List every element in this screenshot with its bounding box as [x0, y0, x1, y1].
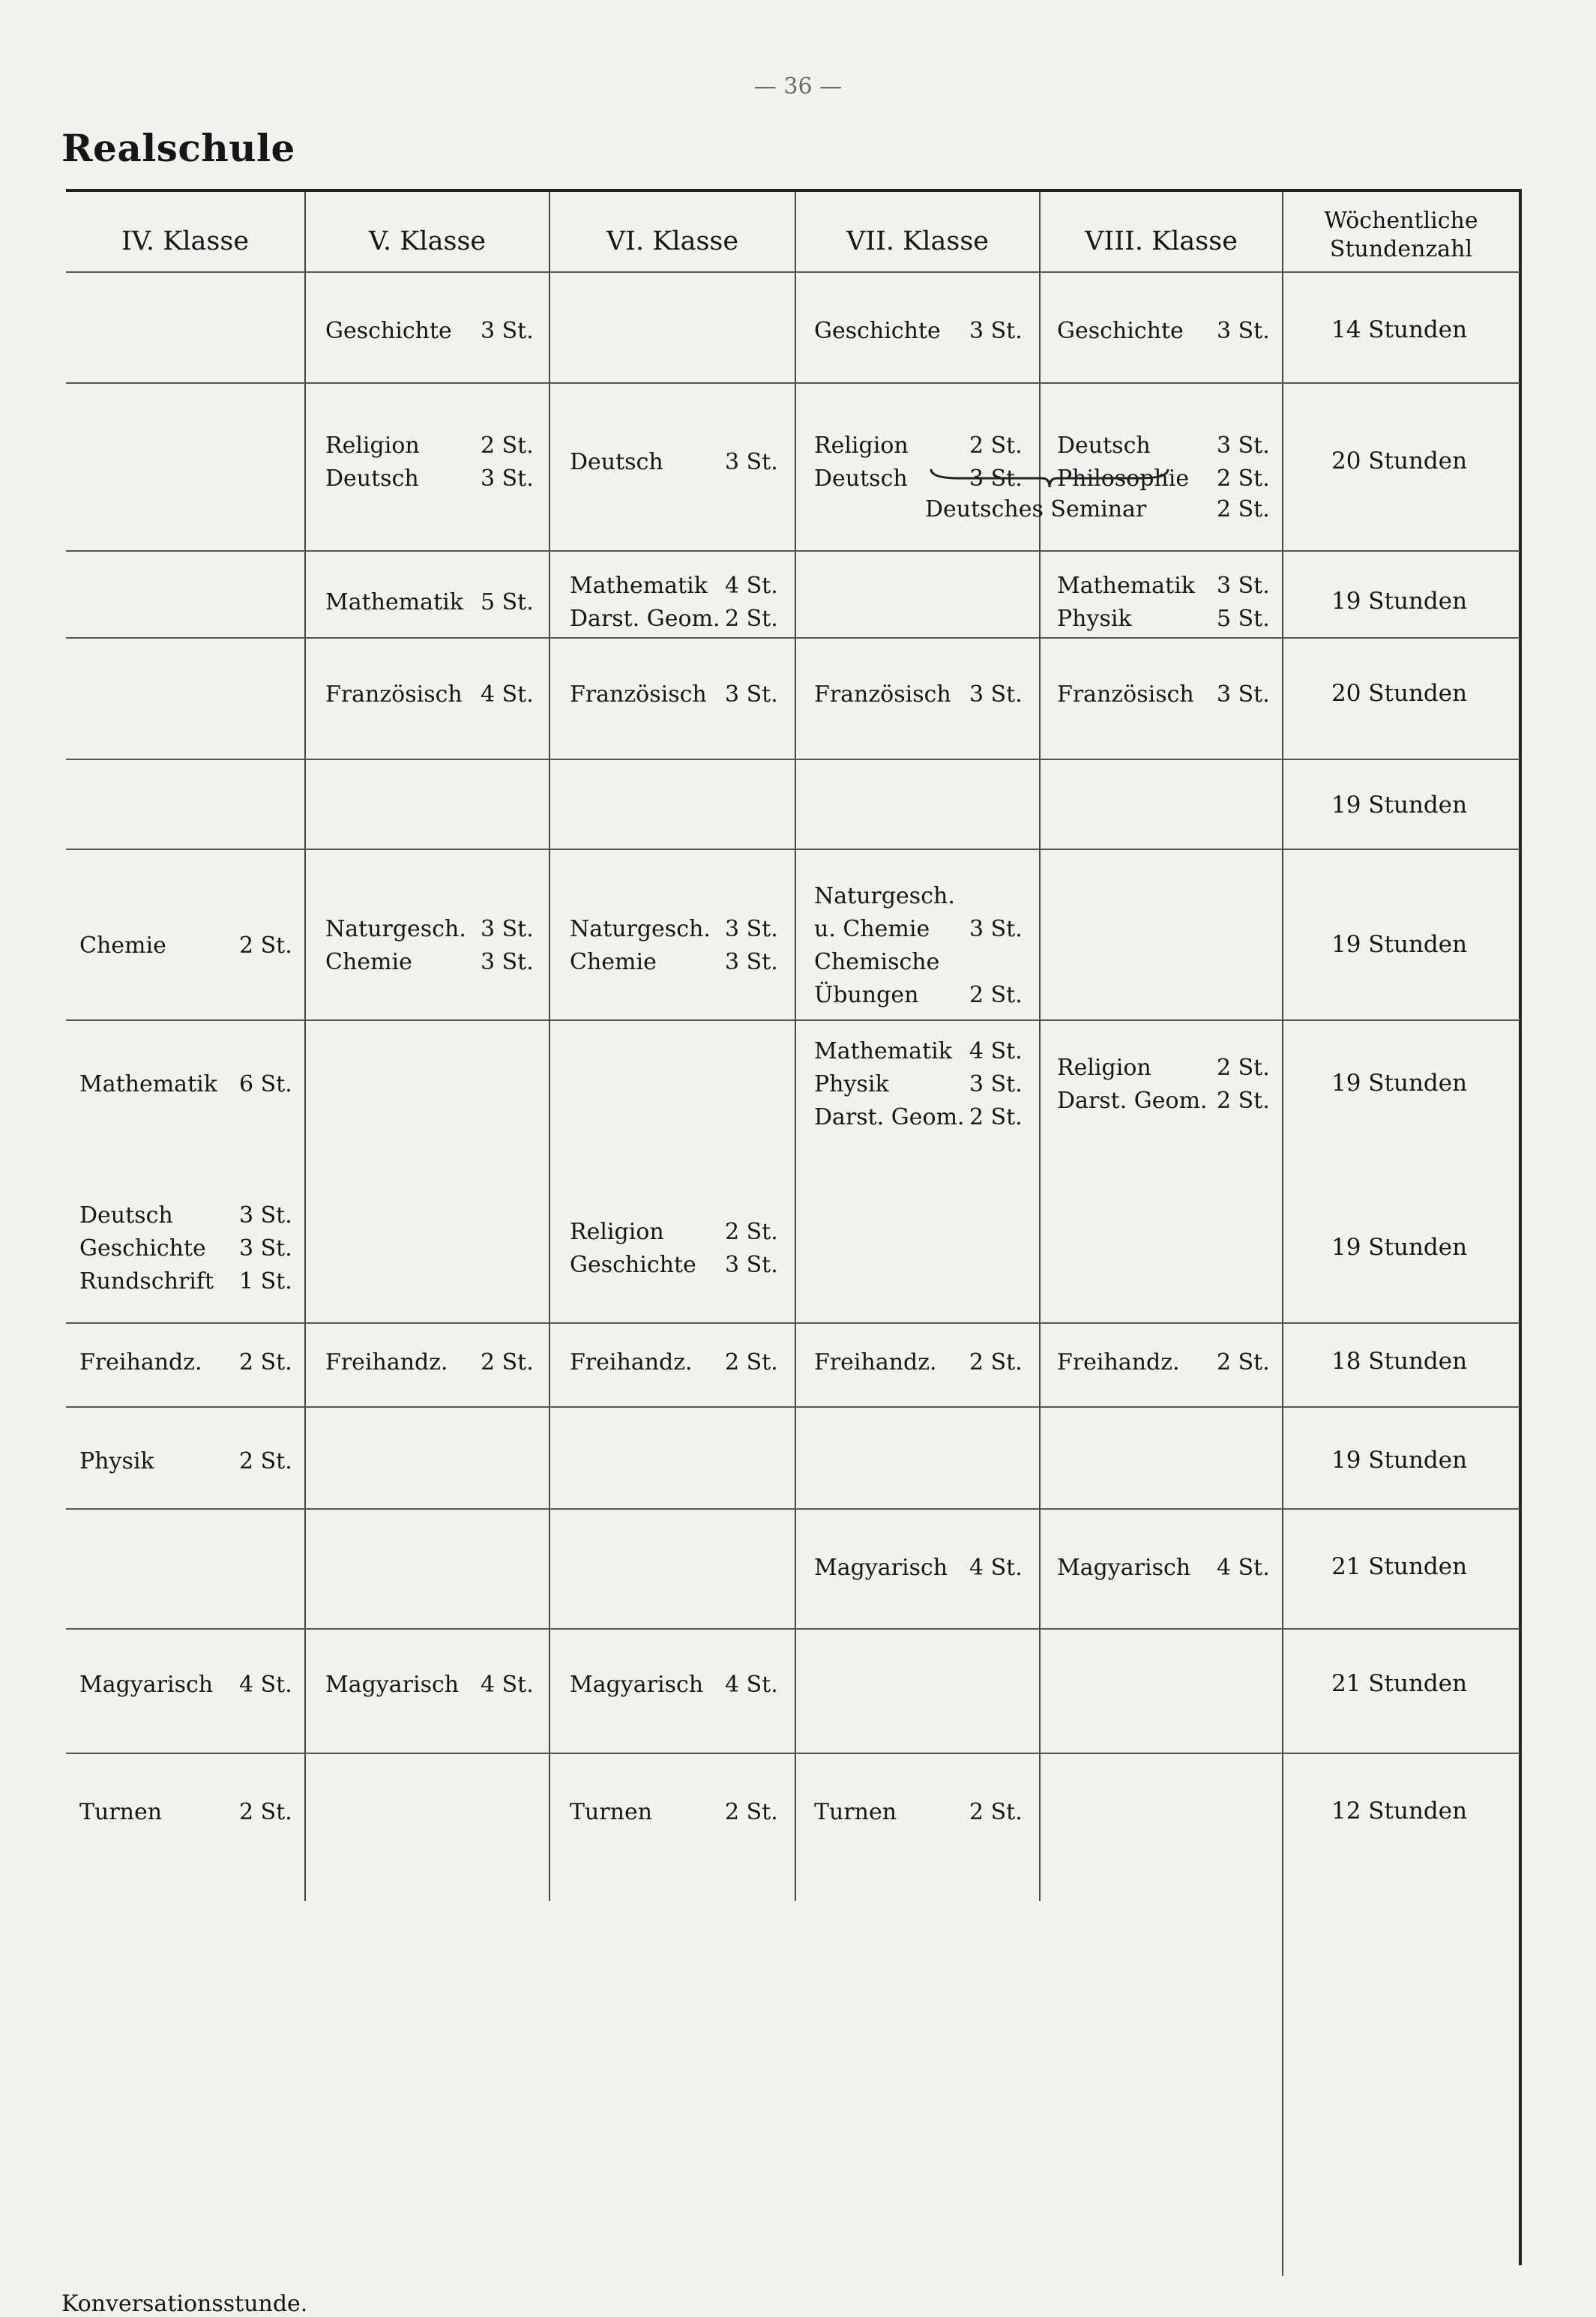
subject-name: Freihandz. [79, 1349, 202, 1376]
subject-name: Mathematik [325, 589, 463, 615]
row-divider [66, 637, 1520, 639]
subject-hours: 4 St. [725, 1672, 778, 1698]
seminar-brace [930, 468, 1169, 489]
total-header-line: Stundenzahl [1329, 236, 1473, 262]
column-header-viii: VIII. Klasse [1085, 226, 1238, 256]
footer-note: Konversationsstunde. [61, 2291, 308, 2317]
subject-name: Religion [1057, 1055, 1151, 1081]
subject-name: Mathematik [814, 1038, 952, 1064]
subject-hours: 3 St. [969, 1071, 1023, 1097]
weekly-total: 19 Stunden [1331, 1234, 1468, 1261]
weekly-total: 21 Stunden [1331, 1553, 1468, 1580]
subject-name: Physik [814, 1071, 889, 1097]
weekly-total: 19 Stunden [1331, 1070, 1468, 1097]
subject-name: Religion [814, 433, 909, 459]
subject-hours: 3 St. [725, 1252, 778, 1278]
page-title: Realschule [61, 126, 295, 170]
subject-hours: 2 St. [481, 433, 534, 459]
column-divider [795, 192, 796, 1901]
row-divider [66, 1019, 1520, 1021]
subject-hours: 2 St. [725, 1219, 778, 1245]
subject-hours: 3 St. [1217, 681, 1270, 708]
subject-hours: 4 St. [725, 573, 778, 599]
subject-name: Französisch [1057, 681, 1194, 708]
seminar-hours: 2 St. [1217, 496, 1270, 522]
weekly-total: 20 Stunden [1331, 680, 1468, 707]
weekly-total: 12 Stunden [1331, 1798, 1468, 1825]
subject-hours: 2 St. [239, 932, 292, 959]
subject-hours: 2 St. [969, 1349, 1023, 1376]
subject-name: Chemie [570, 949, 657, 975]
subject-name: Darst. Geom. [570, 606, 720, 632]
subject-name: Geschichte [1057, 318, 1184, 344]
subject-name: Geschichte [814, 318, 941, 344]
subject-name: Naturgesch. [570, 916, 711, 942]
weekly-total: 19 Stunden [1331, 1447, 1468, 1474]
subject-hours: 3 St. [725, 916, 778, 942]
subject-name: Magyarisch [325, 1672, 460, 1698]
column-header-vi: VI. Klasse [606, 226, 739, 256]
subject-name: Religion [325, 433, 420, 459]
subject-name: Mathematik [1057, 573, 1195, 599]
subject-hours: 2 St. [481, 1349, 534, 1376]
subject-hours: 4 St. [481, 681, 534, 708]
subject-hours: 2 St. [969, 1104, 1023, 1130]
subject-name: Magyarisch [79, 1672, 214, 1698]
subject-hours: 3 St. [1217, 573, 1270, 599]
subject-name: Freihandz. [814, 1349, 937, 1376]
row-divider [66, 1322, 1520, 1324]
subject-name: Magyarisch [570, 1672, 704, 1698]
row-divider [66, 1753, 1520, 1754]
column-divider [304, 192, 306, 1901]
row-divider [66, 759, 1520, 760]
subject-name: Naturgesch. [325, 916, 466, 942]
subject-hours: 2 St. [1217, 1088, 1270, 1114]
column-header-iv: IV. Klasse [121, 226, 250, 256]
subject-name: Freihandz. [325, 1349, 448, 1376]
subject-name: Geschichte [79, 1235, 206, 1262]
row-divider [66, 1628, 1520, 1630]
subject-hours: 3 St. [481, 465, 534, 492]
subject-hours: 3 St. [969, 465, 1023, 492]
subject-hours: 3 St. [969, 318, 1023, 344]
subject-name: Magyarisch [1057, 1555, 1191, 1581]
subject-name: Mathematik [570, 573, 708, 599]
subject-hours: 3 St. [481, 949, 534, 975]
subject-hours: 3 St. [239, 1202, 292, 1229]
subject-name: Turnen [814, 1799, 897, 1825]
column-divider [1282, 192, 1283, 2276]
subject-hours: 3 St. [725, 681, 778, 708]
subject-name: Deutsch [79, 1202, 173, 1229]
subject-name: Französisch [814, 681, 951, 708]
subject-hours: 2 St. [239, 1448, 292, 1474]
column-divider [549, 192, 550, 1901]
weekly-total: 21 Stunden [1331, 1670, 1468, 1697]
subject-hours: 2 St. [1217, 1055, 1270, 1081]
subject-hours: 2 St. [239, 1349, 292, 1376]
subject-hours: 3 St. [969, 681, 1023, 708]
column-divider [1039, 192, 1041, 1901]
subject-name: Deutsch [814, 465, 908, 492]
subject-hours: 2 St. [969, 982, 1023, 1008]
subject-hours: 4 St. [239, 1672, 292, 1698]
subject-name: Französisch [325, 681, 463, 708]
subject-hours: 5 St. [1217, 606, 1270, 632]
total-header-line: Wöchentliche [1324, 208, 1478, 234]
subject-name: Philosophie [1057, 465, 1190, 492]
column-header-vii: VII. Klasse [846, 226, 990, 256]
subject-hours: 1 St. [239, 1268, 292, 1295]
subject-hours: 2 St. [1217, 465, 1270, 492]
subject-hours: 2 St. [1217, 1349, 1270, 1376]
subject-name: Naturgesch. [814, 883, 955, 909]
subject-name: Religion [570, 1219, 664, 1245]
subject-name: Chemie [325, 949, 412, 975]
weekly-total: 19 Stunden [1331, 588, 1468, 615]
subject-name: Chemische [814, 949, 940, 975]
subject-name: Darst. Geom. [1057, 1088, 1208, 1114]
row-divider [66, 1508, 1520, 1510]
weekly-total: 19 Stunden [1331, 792, 1468, 819]
subject-hours: 6 St. [239, 1071, 292, 1097]
column-header-v: V. Klasse [368, 226, 487, 256]
table-right-rule [1519, 189, 1522, 2265]
subject-name: Physik [1057, 606, 1132, 632]
weekly-total: 19 Stunden [1331, 931, 1468, 958]
subject-name: Freihandz. [570, 1349, 693, 1376]
subject-hours: 4 St. [969, 1038, 1023, 1064]
seminar-label: Deutsches Seminar [925, 496, 1147, 522]
subject-hours: 3 St. [725, 949, 778, 975]
weekly-total: 18 Stunden [1331, 1348, 1468, 1375]
subject-hours: 5 St. [481, 589, 534, 615]
subject-name: Mathematik [79, 1071, 217, 1097]
timetable [66, 189, 1520, 2267]
subject-hours: 2 St. [969, 433, 1023, 459]
subject-name: Rundschrift [79, 1268, 214, 1295]
row-divider [66, 271, 1520, 273]
subject-name: u. Chemie [814, 916, 930, 942]
table-top-rule [66, 189, 1520, 192]
subject-hours: 3 St. [1217, 433, 1270, 459]
subject-name: Deutsch [570, 449, 663, 475]
subject-hours: 4 St. [481, 1672, 534, 1698]
page-number: — 36 — [753, 73, 843, 100]
weekly-total: 14 Stunden [1331, 316, 1468, 343]
subject-hours: 3 St. [1217, 318, 1270, 344]
column-header-total [1283, 207, 1519, 264]
subject-name: Magyarisch [814, 1555, 948, 1581]
subject-hours: 2 St. [239, 1799, 292, 1825]
subject-hours: 3 St. [481, 318, 534, 344]
row-divider [66, 1406, 1520, 1408]
subject-hours: 2 St. [725, 606, 778, 632]
subject-name: Geschichte [570, 1252, 696, 1278]
weekly-total: 20 Stunden [1331, 448, 1468, 474]
subject-name: Deutsch [1057, 433, 1151, 459]
subject-name: Übungen [814, 982, 919, 1008]
subject-name: Deutsch [325, 465, 419, 492]
row-divider [66, 849, 1520, 850]
subject-name: Französisch [570, 681, 707, 708]
subject-hours: 4 St. [969, 1555, 1023, 1581]
subject-name: Darst. Geom. [814, 1104, 965, 1130]
row-divider [66, 382, 1520, 384]
subject-hours: 3 St. [481, 916, 534, 942]
subject-name: Physik [79, 1448, 154, 1474]
subject-hours: 3 St. [725, 449, 778, 475]
subject-name: Turnen [570, 1799, 653, 1825]
subject-hours: 2 St. [969, 1799, 1023, 1825]
subject-hours: 2 St. [725, 1799, 778, 1825]
subject-name: Turnen [79, 1799, 163, 1825]
subject-hours: 2 St. [725, 1349, 778, 1376]
subject-name: Freihandz. [1057, 1349, 1180, 1376]
subject-hours: 3 St. [239, 1235, 292, 1262]
row-divider [66, 550, 1520, 552]
subject-name: Geschichte [325, 318, 452, 344]
subject-name: Chemie [79, 932, 166, 959]
subject-hours: 3 St. [969, 916, 1023, 942]
subject-hours: 4 St. [1217, 1555, 1270, 1581]
